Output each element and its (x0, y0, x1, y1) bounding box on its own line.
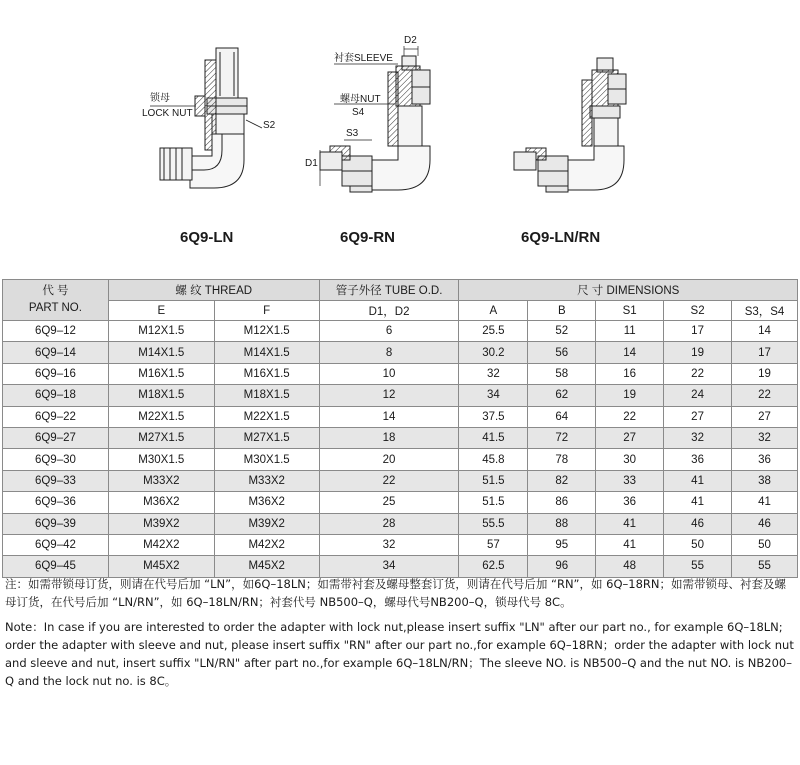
cell-f: M16X1.5 (214, 363, 319, 384)
header-thread: 螺 纹 THREAD (108, 280, 319, 301)
cell-part-no: 6Q9–18 (3, 385, 109, 406)
cell-b: 58 (528, 363, 596, 384)
cell-s2: 27 (664, 406, 732, 427)
fitting-drawings (0, 0, 800, 270)
cell-f: M27X1.5 (214, 427, 319, 448)
cell-s1: 27 (596, 427, 664, 448)
cell-a: 25.5 (459, 321, 528, 342)
cell-s1: 14 (596, 342, 664, 363)
caption-6q9-ln-rn: 6Q9-LN/RN (521, 229, 601, 246)
cell-a: 45.8 (459, 449, 528, 470)
cell-s2: 50 (664, 534, 732, 555)
cell-part-no: 6Q9–27 (3, 427, 109, 448)
cell-s2: 32 (664, 427, 732, 448)
header-part-cn: 代 号 (42, 285, 69, 297)
cell-e: M14X1.5 (108, 342, 214, 363)
cell-b: 78 (528, 449, 596, 470)
note-english: Note：In case if you are interested to order the adapter with lock nut,please insert suffix "LN" after our part no., for example 6Q–18LN; order the adapter with sleeve and nut, please insert suffix "RN" after our part no.,for example 6Q–18RN；order the adapter with lock nut and sleeve and nut, insert suffix "LN/RN" after part no.,for example 6Q–18LN/RN；The sleeve NO. is NB500–Q and the nut NO. is NB200–Q and the lock nut no. is 8C。 (5, 620, 794, 688)
header-tube-od: 管子外径 TUBE O.D. (319, 280, 459, 301)
cell-a: 55.5 (459, 513, 528, 534)
label-d1: D1 (305, 158, 318, 169)
cell-f: M45X2 (214, 556, 319, 577)
cell-e: M45X2 (108, 556, 214, 577)
label-s3: S3 (346, 128, 359, 139)
header-d1d2: D1，D2 (319, 301, 459, 321)
header-b: B (528, 301, 596, 321)
cell-d1d2: 12 (319, 385, 459, 406)
label-s4: S4 (352, 107, 365, 118)
cell-s2: 36 (664, 449, 732, 470)
cell-s3s4: 50 (732, 534, 798, 555)
cell-s3s4: 32 (732, 427, 798, 448)
cell-d1d2: 6 (319, 321, 459, 342)
cell-a: 51.5 (459, 470, 528, 491)
note-chinese: 注：如需带锁母订货，则请在代号后加 “LN”，如6Q–18LN；如需带衬套及螺母整套订货，则请在代号后加 “RN”，如 6Q–18RN；如需带锁母、衬套及螺母订货，在代号后加 “LN/RN”，如 6Q–18LN/RN；衬套代号 NB500–Q，螺母代号NB200–Q，锁母代号 8C。 (5, 577, 786, 609)
cell-s3s4: 55 (732, 556, 798, 577)
cell-part-no: 6Q9–12 (3, 321, 109, 342)
cell-f: M14X1.5 (214, 342, 319, 363)
caption-6q9-ln: 6Q9-LN (180, 229, 234, 246)
cell-d1d2: 8 (319, 342, 459, 363)
cell-s2: 55 (664, 556, 732, 577)
cell-s2: 46 (664, 513, 732, 534)
cell-a: 62.5 (459, 556, 528, 577)
cell-s3s4: 46 (732, 513, 798, 534)
cell-d1d2: 18 (319, 427, 459, 448)
table-row (3, 492, 798, 513)
cell-b: 56 (528, 342, 596, 363)
cell-d1d2: 14 (319, 406, 459, 427)
dimensions-table (2, 279, 798, 578)
drawing-6q9-ln-rn (514, 58, 626, 192)
cell-d1d2: 34 (319, 556, 459, 577)
cell-e: M36X2 (108, 492, 214, 513)
table-header-row-1 (3, 280, 798, 301)
table-row (3, 406, 798, 427)
table-row (3, 342, 798, 363)
cell-s3s4: 36 (732, 449, 798, 470)
cell-s3s4: 14 (732, 321, 798, 342)
cell-f: M39X2 (214, 513, 319, 534)
table-row (3, 363, 798, 384)
cell-part-no: 6Q9–36 (3, 492, 109, 513)
cell-a: 37.5 (459, 406, 528, 427)
header-s3s4: S3，S4 (732, 301, 798, 321)
cell-a: 32 (459, 363, 528, 384)
cell-s2: 41 (664, 492, 732, 513)
cell-s1: 16 (596, 363, 664, 384)
cell-f: M33X2 (214, 470, 319, 491)
table-row (3, 321, 798, 342)
cell-f: M36X2 (214, 492, 319, 513)
table-row (3, 385, 798, 406)
cell-s3s4: 22 (732, 385, 798, 406)
header-a: A (459, 301, 528, 321)
cell-d1d2: 22 (319, 470, 459, 491)
cell-b: 64 (528, 406, 596, 427)
table-row (3, 534, 798, 555)
cell-f: M42X2 (214, 534, 319, 555)
cell-s3s4: 19 (732, 363, 798, 384)
cell-e: M12X1.5 (108, 321, 214, 342)
cell-part-no: 6Q9–42 (3, 534, 109, 555)
cell-s1: 22 (596, 406, 664, 427)
cell-e: M27X1.5 (108, 427, 214, 448)
cell-e: M16X1.5 (108, 363, 214, 384)
cell-d1d2: 10 (319, 363, 459, 384)
cell-f: M18X1.5 (214, 385, 319, 406)
cell-s1: 19 (596, 385, 664, 406)
cell-part-no: 6Q9–33 (3, 470, 109, 491)
cell-s3s4: 17 (732, 342, 798, 363)
cell-f: M22X1.5 (214, 406, 319, 427)
cell-b: 95 (528, 534, 596, 555)
cell-a: 51.5 (459, 492, 528, 513)
cell-e: M39X2 (108, 513, 214, 534)
cell-e: M33X2 (108, 470, 214, 491)
cell-s2: 22 (664, 363, 732, 384)
fitting-drawings-svg (0, 0, 800, 270)
header-e: E (108, 301, 214, 321)
cell-b: 96 (528, 556, 596, 577)
cell-s3s4: 41 (732, 492, 798, 513)
cell-s1: 33 (596, 470, 664, 491)
label-lock-nut-en: LOCK NUT (142, 108, 193, 119)
table-header-row-2 (3, 301, 798, 321)
cell-b: 72 (528, 427, 596, 448)
label-s2: S2 (263, 120, 276, 131)
cell-d1d2: 32 (319, 534, 459, 555)
cell-d1d2: 20 (319, 449, 459, 470)
cell-s2: 19 (664, 342, 732, 363)
header-s2: S2 (664, 301, 732, 321)
cell-s1: 30 (596, 449, 664, 470)
cell-s1: 36 (596, 492, 664, 513)
header-f: F (214, 301, 319, 321)
cell-s1: 41 (596, 513, 664, 534)
table-body (3, 321, 798, 578)
header-dimensions: 尺 寸 DIMENSIONS (459, 280, 798, 301)
drawing-6q9-rn (320, 46, 430, 192)
cell-s3s4: 38 (732, 470, 798, 491)
cell-e: M18X1.5 (108, 385, 214, 406)
cell-a: 34 (459, 385, 528, 406)
label-sleeve: 衬套SLEEVE (334, 53, 393, 64)
header-part-en: PART NO. (28, 302, 82, 314)
header-part-no (3, 280, 109, 321)
cell-a: 30.2 (459, 342, 528, 363)
cell-s3s4: 27 (732, 406, 798, 427)
cell-part-no: 6Q9–39 (3, 513, 109, 534)
cell-e: M30X1.5 (108, 449, 214, 470)
cell-a: 41.5 (459, 427, 528, 448)
cell-part-no: 6Q9–45 (3, 556, 109, 577)
cell-s1: 11 (596, 321, 664, 342)
table-row (3, 449, 798, 470)
cell-f: M30X1.5 (214, 449, 319, 470)
caption-6q9-rn: 6Q9-RN (340, 229, 396, 246)
header-s1: S1 (596, 301, 664, 321)
cell-part-no: 6Q9–30 (3, 449, 109, 470)
table-row (3, 513, 798, 534)
cell-d1d2: 28 (319, 513, 459, 534)
cell-b: 52 (528, 321, 596, 342)
label-nut: 螺母NUT (340, 94, 381, 105)
cell-b: 82 (528, 470, 596, 491)
cell-s1: 48 (596, 556, 664, 577)
cell-part-no: 6Q9–22 (3, 406, 109, 427)
table-row (3, 556, 798, 577)
cell-s2: 41 (664, 470, 732, 491)
cell-b: 86 (528, 492, 596, 513)
cell-s2: 17 (664, 321, 732, 342)
cell-s1: 41 (596, 534, 664, 555)
cell-e: M42X2 (108, 534, 214, 555)
cell-a: 57 (459, 534, 528, 555)
table-row (3, 470, 798, 491)
cell-part-no: 6Q9–16 (3, 363, 109, 384)
cell-f: M12X1.5 (214, 321, 319, 342)
cell-part-no: 6Q9–14 (3, 342, 109, 363)
label-lock-nut-cn: 锁母 (150, 93, 170, 104)
cell-e: M22X1.5 (108, 406, 214, 427)
cell-b: 88 (528, 513, 596, 534)
cell-s2: 24 (664, 385, 732, 406)
label-d2: D2 (404, 35, 417, 46)
cell-b: 62 (528, 385, 596, 406)
table-row (3, 427, 798, 448)
cell-d1d2: 25 (319, 492, 459, 513)
